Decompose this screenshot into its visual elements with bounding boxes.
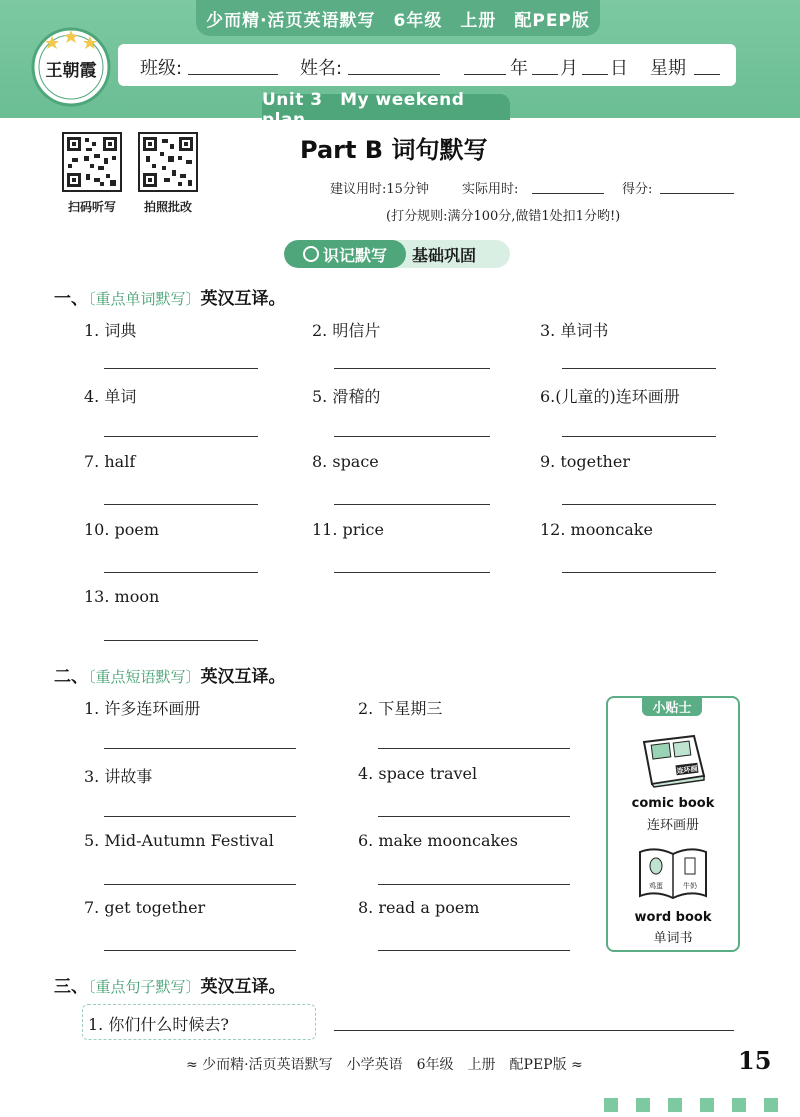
- svg-text:连环画: 连环画: [676, 764, 699, 776]
- s2-answer-line[interactable]: [104, 816, 296, 817]
- unit-title: Unit 3 My weekend plan: [262, 94, 510, 120]
- series-title: 少而精·活页英语默写 6年级 上册 配PEP版: [196, 0, 600, 36]
- class-label: 班级:: [140, 58, 183, 79]
- s1-question: 8. space: [312, 452, 379, 471]
- weekday-label: 星期: [650, 58, 686, 79]
- name-field[interactable]: [348, 74, 440, 75]
- section1-heading: [54, 284, 286, 309]
- s1-answer-line[interactable]: [562, 368, 716, 369]
- month-field[interactable]: [532, 74, 558, 75]
- s1-answer-line[interactable]: [104, 640, 258, 641]
- pill-right-label: 基础巩固: [412, 245, 477, 265]
- footer-square: [764, 1098, 778, 1112]
- section1-number: 一、: [54, 289, 88, 309]
- footer-square: [732, 1098, 746, 1112]
- s1-question: 3. 单词书: [540, 321, 609, 340]
- section2-number: 二、: [54, 667, 88, 687]
- qr-code-icon: [62, 132, 122, 192]
- s1-question: 7. half: [84, 452, 136, 471]
- s2-question: 7. get together: [84, 898, 206, 917]
- s1-question: 13. moon: [84, 587, 160, 606]
- s2-answer-line[interactable]: [378, 950, 570, 951]
- s2-answer-line[interactable]: [104, 884, 296, 885]
- suggested-time: 建议用时:15分钟: [330, 182, 429, 197]
- qr-code-icon: [138, 132, 198, 192]
- page-title: Part B 词句默写: [300, 136, 488, 164]
- actual-time-label: 实际用时:: [462, 182, 519, 197]
- score-label: 得分:: [622, 182, 653, 197]
- s2-question: 2. 下星期三: [358, 699, 443, 718]
- s2-answer-line[interactable]: [378, 884, 570, 885]
- s1-answer-line[interactable]: [562, 572, 716, 573]
- s1-answer-line[interactable]: [562, 504, 716, 505]
- s1-question: 4. 单词: [84, 387, 137, 406]
- s1-answer-line[interactable]: [334, 436, 490, 437]
- footer-square: [700, 1098, 714, 1112]
- s1-answer-line[interactable]: [104, 368, 258, 369]
- scoring-rule: (打分规则:满分100分,做错1处扣1分哟!): [386, 209, 621, 224]
- section3-heading: [54, 972, 286, 997]
- medal-icon: [303, 246, 319, 262]
- name-label: 姓名:: [300, 58, 343, 79]
- section2-tag: 〔重点短语默写〕: [88, 668, 201, 686]
- s1-answer-line[interactable]: [104, 436, 258, 437]
- tip-box: [606, 696, 740, 952]
- s2-answer-line[interactable]: [378, 816, 570, 817]
- section1-tag: 〔重点单词默写〕: [88, 290, 201, 308]
- s1-question: 12. mooncake: [540, 520, 653, 539]
- s1-question: 10. poem: [84, 520, 160, 539]
- class-field[interactable]: [188, 74, 278, 75]
- s1-answer-line[interactable]: [104, 504, 258, 505]
- qr-listen[interactable]: [62, 132, 132, 215]
- month-label: 月: [560, 58, 578, 79]
- s1-answer-line[interactable]: [334, 368, 490, 369]
- s1-answer-line[interactable]: [334, 504, 490, 505]
- s2-question: 1. 许多连环画册: [84, 699, 201, 718]
- day-field[interactable]: [582, 74, 608, 75]
- weekday-field[interactable]: [694, 74, 720, 75]
- footer-square: [604, 1098, 618, 1112]
- tip-label: 小贴士: [642, 696, 702, 716]
- actual-time-field[interactable]: [532, 193, 604, 194]
- s1-question: 9. together: [540, 452, 630, 471]
- s2-question: 3. 讲故事: [84, 767, 153, 786]
- s2-question: 6. make mooncakes: [358, 831, 518, 850]
- qr-photo-caption: 拍照批改: [143, 200, 192, 214]
- pill-left: [284, 240, 406, 268]
- s2-answer-line[interactable]: [104, 950, 296, 951]
- s1-answer-line[interactable]: [334, 572, 490, 573]
- qr-photo[interactable]: [138, 132, 208, 215]
- section-pill: [284, 240, 510, 268]
- year-label: 年: [510, 58, 528, 79]
- s2-question: 5. Mid-Autumn Festival: [84, 831, 274, 850]
- svg-text:牛奶: 牛奶: [683, 882, 697, 890]
- footer-square: [668, 1098, 682, 1112]
- footer-note: ≈ 少而精·活页英语默写 小学英语 6年级 上册 配PEP版 ≈: [186, 1057, 583, 1073]
- s1-question: 5. 滑稽的: [312, 387, 381, 406]
- year-field[interactable]: [464, 74, 506, 75]
- comic-book-icon: [638, 732, 708, 788]
- student-info-bar: [118, 44, 736, 86]
- s1-answer-line[interactable]: [104, 572, 258, 573]
- s1-question: 6.(儿童的)连环画册: [540, 387, 680, 406]
- section3-instruction: 英汉互译。: [200, 977, 286, 997]
- score-field[interactable]: [660, 193, 734, 194]
- page-number: 15: [738, 1046, 772, 1075]
- word-book-icon: [636, 844, 710, 902]
- section2-heading: [54, 662, 286, 687]
- section1-instruction: 英汉互译。: [200, 289, 286, 309]
- svg-text:王朝霞: 王朝霞: [45, 61, 97, 81]
- brand-logo: [30, 26, 112, 108]
- s1-answer-line[interactable]: [562, 436, 716, 437]
- s2-question: 8. read a poem: [358, 898, 480, 917]
- s1-question: 2. 明信片: [312, 321, 381, 340]
- section3-number: 三、: [54, 977, 88, 997]
- tip-word-book-en: word book: [634, 910, 712, 925]
- s1-question: 1. 词典: [84, 321, 137, 340]
- pill-left-label: 识记默写: [322, 245, 387, 265]
- svg-text:鸡蛋: 鸡蛋: [649, 882, 663, 890]
- s2-answer-line[interactable]: [104, 748, 296, 749]
- section3-tag: 〔重点句子默写〕: [88, 978, 201, 996]
- tip-word-book-zh: 单词书: [653, 931, 693, 946]
- s3-question: 1. 你们什么时候去?: [88, 1015, 229, 1034]
- footer-square: [636, 1098, 650, 1112]
- day-label: 日: [610, 58, 628, 79]
- s2-answer-line[interactable]: [378, 748, 570, 749]
- s2-question: 4. space travel: [358, 764, 478, 783]
- qr-listen-caption: 扫码听写: [67, 200, 116, 214]
- tip-comic-book-en: comic book: [631, 796, 715, 811]
- section2-instruction: 英汉互译。: [200, 667, 286, 687]
- tip-comic-book-zh: 连环画册: [646, 818, 699, 833]
- s3-answer-line[interactable]: [334, 1030, 734, 1031]
- s1-question: 11. price: [312, 520, 384, 539]
